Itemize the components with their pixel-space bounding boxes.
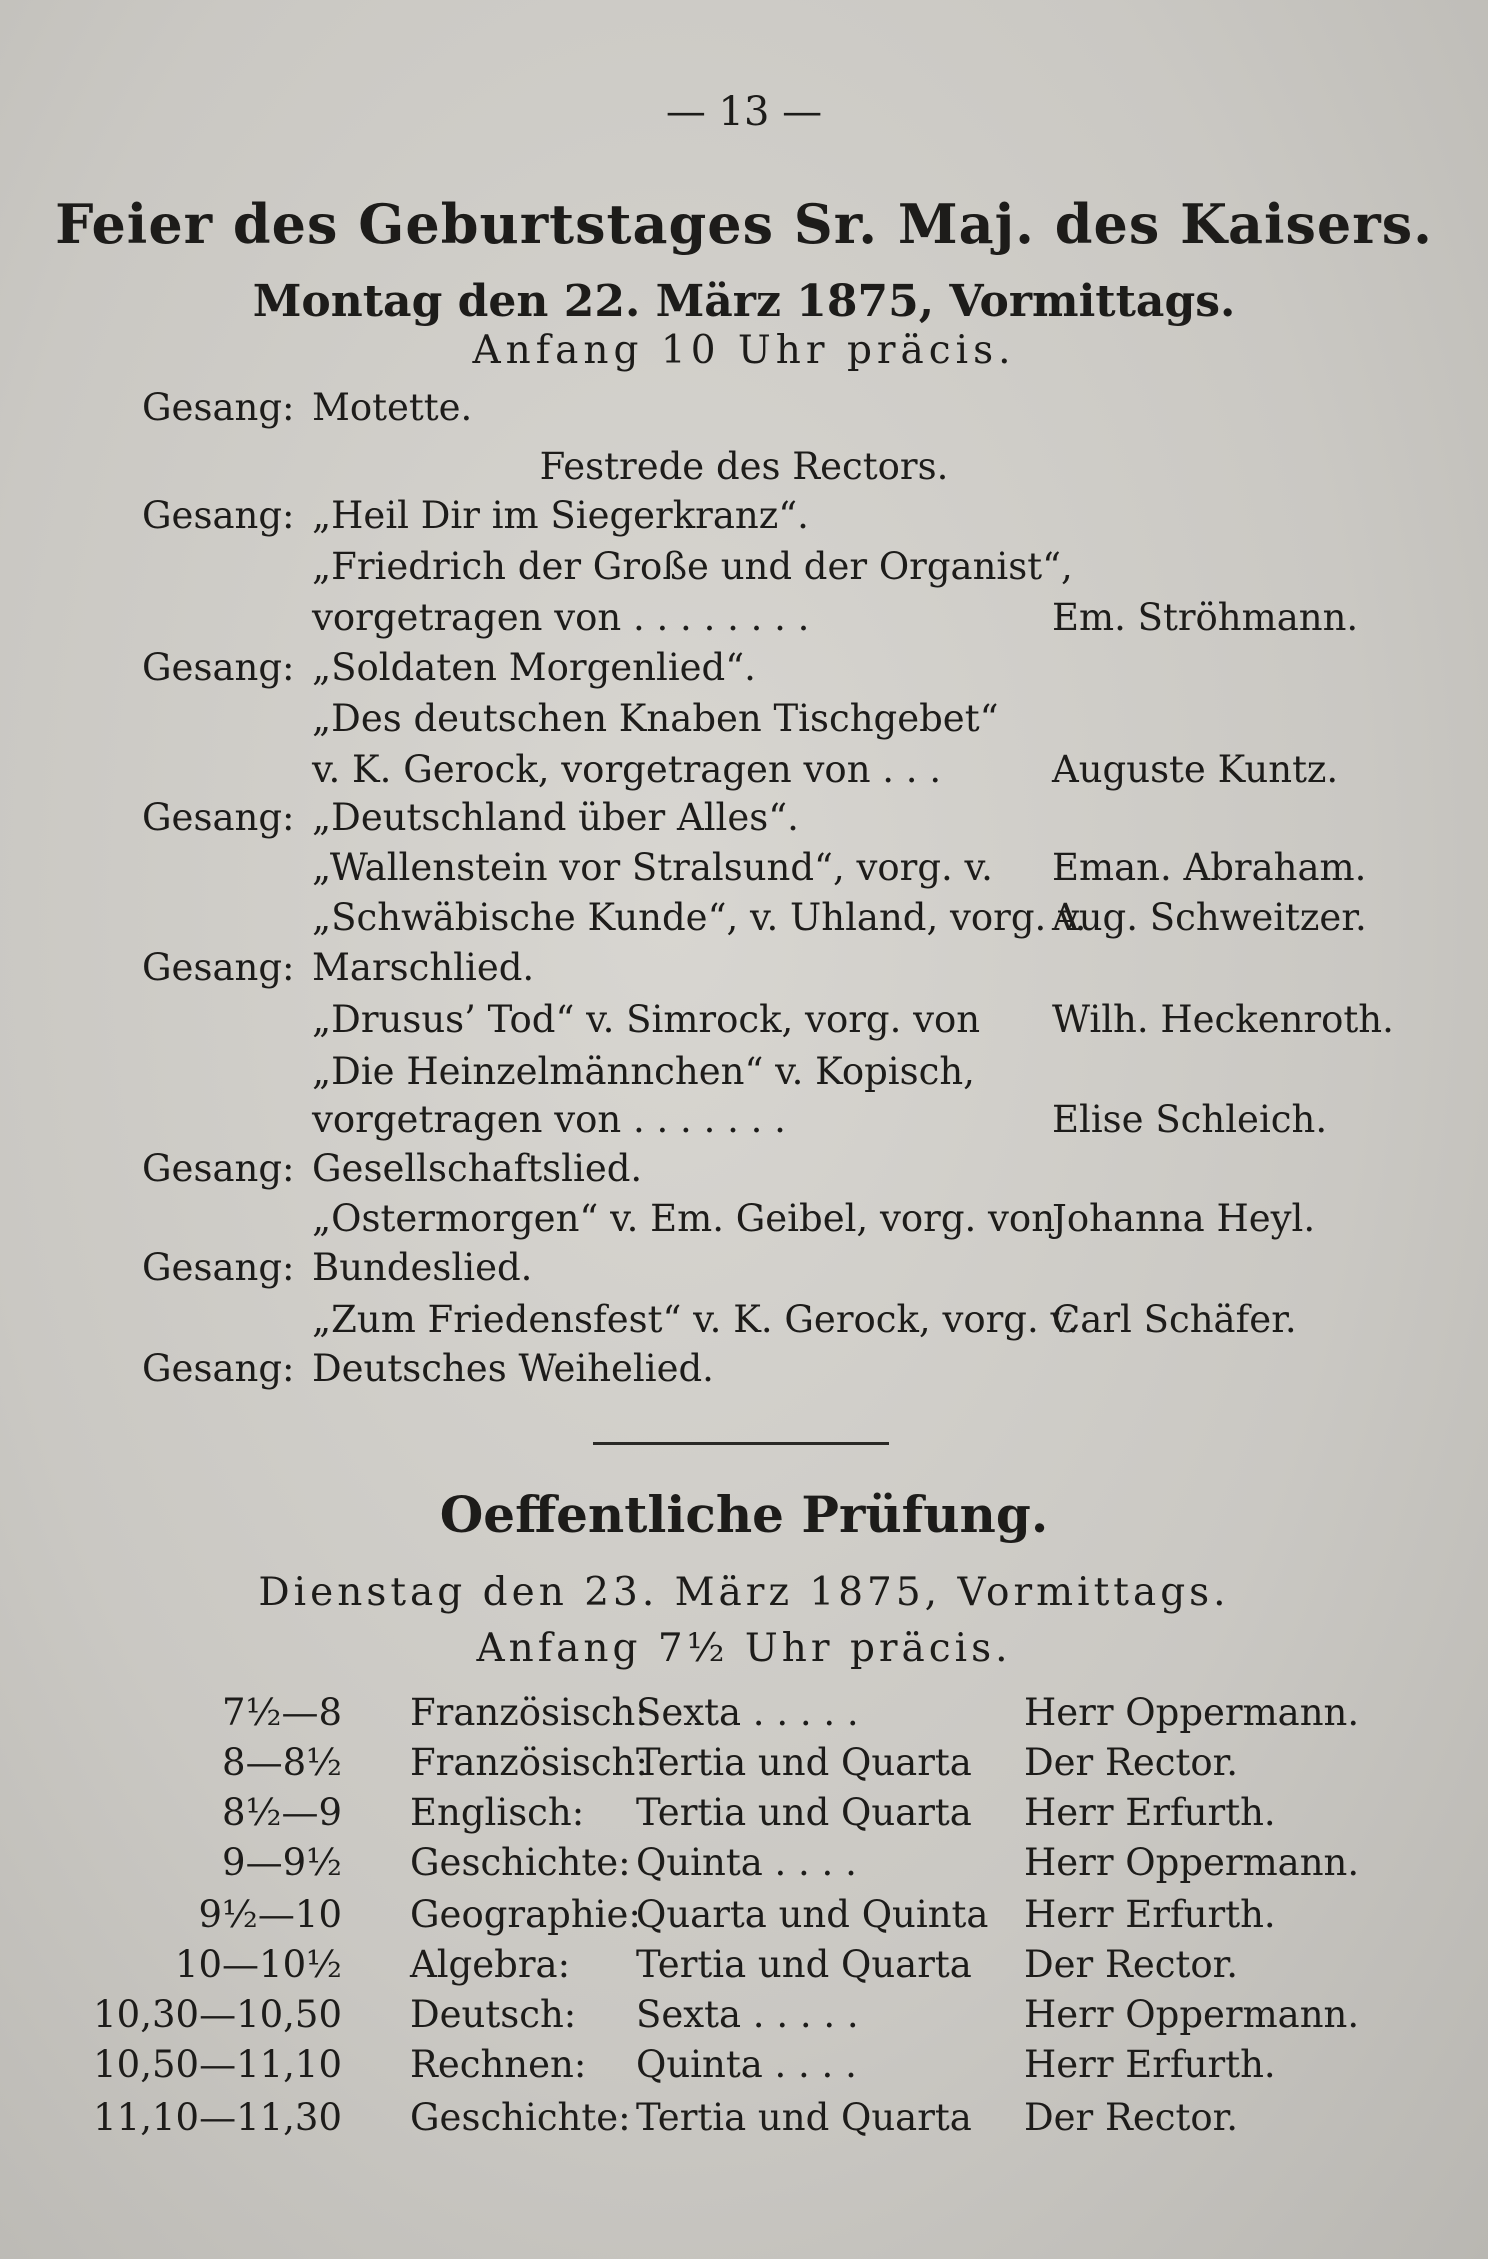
program-performer: Carl Schäfer.: [1052, 1298, 1297, 1341]
schedule-class: Quarta und Quinta: [636, 1893, 989, 1936]
schedule-class: Tertia und Quarta: [636, 1741, 972, 1784]
schedule-time: 7½—8: [222, 1691, 342, 1734]
page-number: — 13 —: [665, 89, 823, 135]
program-text: „Zum Friedensfest“ v. K. Gerock, vorg. v.: [312, 1298, 1079, 1341]
schedule-subject: Geographie:: [410, 1893, 641, 1936]
schedule-teacher: Der Rector.: [1024, 1741, 1239, 1784]
program-performer: Eman. Abraham.: [1052, 846, 1367, 889]
schedule-class: Tertia und Quarta: [636, 1943, 972, 1986]
program-label: Gesang:: [142, 1347, 295, 1390]
schedule-time: 9½—10: [198, 1893, 342, 1936]
schedule-subject: Geschichte:: [410, 2096, 631, 2139]
program-text: „Drusus’ Tod“ v. Simrock, vorg. von: [312, 998, 981, 1041]
program-text: Gesellschaftslied.: [312, 1147, 643, 1190]
schedule-teacher: Herr Erfurth.: [1024, 2043, 1276, 2086]
schedule-class: Sexta . . . . .: [636, 1993, 859, 2036]
program-text: „Schwäbische Kunde“, v. Uhland, vorg. v.: [312, 896, 1087, 939]
schedule-time: 10,50—11,10: [93, 2043, 342, 2086]
program-performer: Elise Schleich.: [1052, 1098, 1328, 1141]
schedule-time: 10—10½: [174, 1943, 342, 1986]
schedule-subject: Französisch:: [410, 1691, 648, 1734]
program-performer: Wilh. Heckenroth.: [1052, 998, 1394, 1041]
program-text: „Friedrich der Große und der Organist“,: [312, 545, 1073, 588]
program-label: Gesang:: [142, 646, 295, 689]
schedule-class: Quinta . . . .: [636, 1841, 857, 1884]
program-performer: Auguste Kuntz.: [1052, 748, 1339, 791]
schedule-subject: Algebra:: [410, 1943, 571, 1986]
program-text: vorgetragen von . . . . . . . .: [312, 596, 810, 639]
schedule-time: 11,10—11,30: [93, 2096, 342, 2139]
program-text: v. K. Gerock, vorgetragen von . . .: [312, 748, 942, 791]
schedule-subject: Englisch:: [410, 1791, 585, 1834]
program-text: „Die Heinzelmännchen“ v. Kopisch,: [312, 1050, 975, 1093]
program-text: Marschlied.: [312, 946, 535, 989]
schedule-teacher: Herr Oppermann.: [1024, 1993, 1360, 2036]
schedule-teacher: Herr Oppermann.: [1024, 1841, 1360, 1884]
program-performer: Johanna Heyl.: [1052, 1197, 1316, 1240]
schedule-class: Sexta . . . . .: [636, 1691, 859, 1734]
schedule-teacher: Der Rector.: [1024, 1943, 1239, 1986]
program-text: „Wallenstein vor Stralsund“, vorg. v.: [312, 846, 993, 889]
program-label: Gesang:: [142, 1246, 295, 1289]
exam-start: Anfang 7½ Uhr präcis.: [476, 1626, 1012, 1671]
program-text: vorgetragen von . . . . . . .: [312, 1098, 786, 1141]
program-label: Gesang:: [142, 386, 295, 429]
program-label: Gesang:: [142, 796, 295, 839]
celebration-date: Montag den 22. März 1875, Vormittags.: [252, 276, 1236, 327]
schedule-time: 8—8½: [222, 1741, 342, 1784]
schedule-class: Tertia und Quarta: [636, 2096, 972, 2139]
schedule-subject: Deutsch:: [410, 1993, 577, 2036]
schedule-teacher: Herr Erfurth.: [1024, 1893, 1276, 1936]
schedule-teacher: Herr Oppermann.: [1024, 1691, 1360, 1734]
schedule-subject: Geschichte:: [410, 1841, 631, 1884]
celebration-start: Anfang 10 Uhr präcis.: [472, 328, 1016, 373]
program-text: „Heil Dir im Siegerkranz“.: [312, 494, 809, 537]
exam-date: Dienstag den 23. März 1875, Vormittags.: [258, 1570, 1230, 1615]
schedule-class: Tertia und Quarta: [636, 1791, 972, 1834]
program-text: „Ostermorgen“ v. Em. Geibel, vorg. von: [312, 1197, 1056, 1240]
program-performer: Em. Ströhmann.: [1052, 596, 1359, 639]
program-label: Gesang:: [142, 1147, 295, 1190]
program-text: „Des deutschen Knaben Tischgebet“: [312, 697, 999, 740]
schedule-subject: Französisch:: [410, 1741, 648, 1784]
schedule-teacher: Herr Erfurth.: [1024, 1791, 1276, 1834]
schedule-teacher: Der Rector.: [1024, 2096, 1239, 2139]
program-text: Motette.: [312, 386, 473, 429]
program-performer: Aug. Schweitzer.: [1052, 896, 1367, 939]
schedule-time: 9—9½: [222, 1841, 342, 1884]
program-label: Gesang:: [142, 946, 295, 989]
program-label: Gesang:: [142, 494, 295, 537]
schedule-time: 8½—9: [222, 1791, 342, 1834]
schedule-class: Quinta . . . .: [636, 2043, 857, 2086]
celebration-title: Feier des Geburtstages Sr. Maj. des Kaisers.: [55, 192, 1433, 256]
program-text: Deutsches Weihelied.: [312, 1347, 714, 1390]
schedule-subject: Rechnen:: [410, 2043, 587, 2086]
exam-title: Oeffentliche Prüfung.: [439, 1485, 1049, 1544]
program-text: Festrede des Rectors.: [539, 445, 949, 488]
program-text: Bundeslied.: [312, 1246, 533, 1289]
program-text: „Soldaten Morgenlied“.: [312, 646, 756, 689]
schedule-time: 10,30—10,50: [93, 1993, 342, 2036]
program-text: „Deutschland über Alles“.: [312, 796, 799, 839]
section-divider: [593, 1442, 889, 1445]
